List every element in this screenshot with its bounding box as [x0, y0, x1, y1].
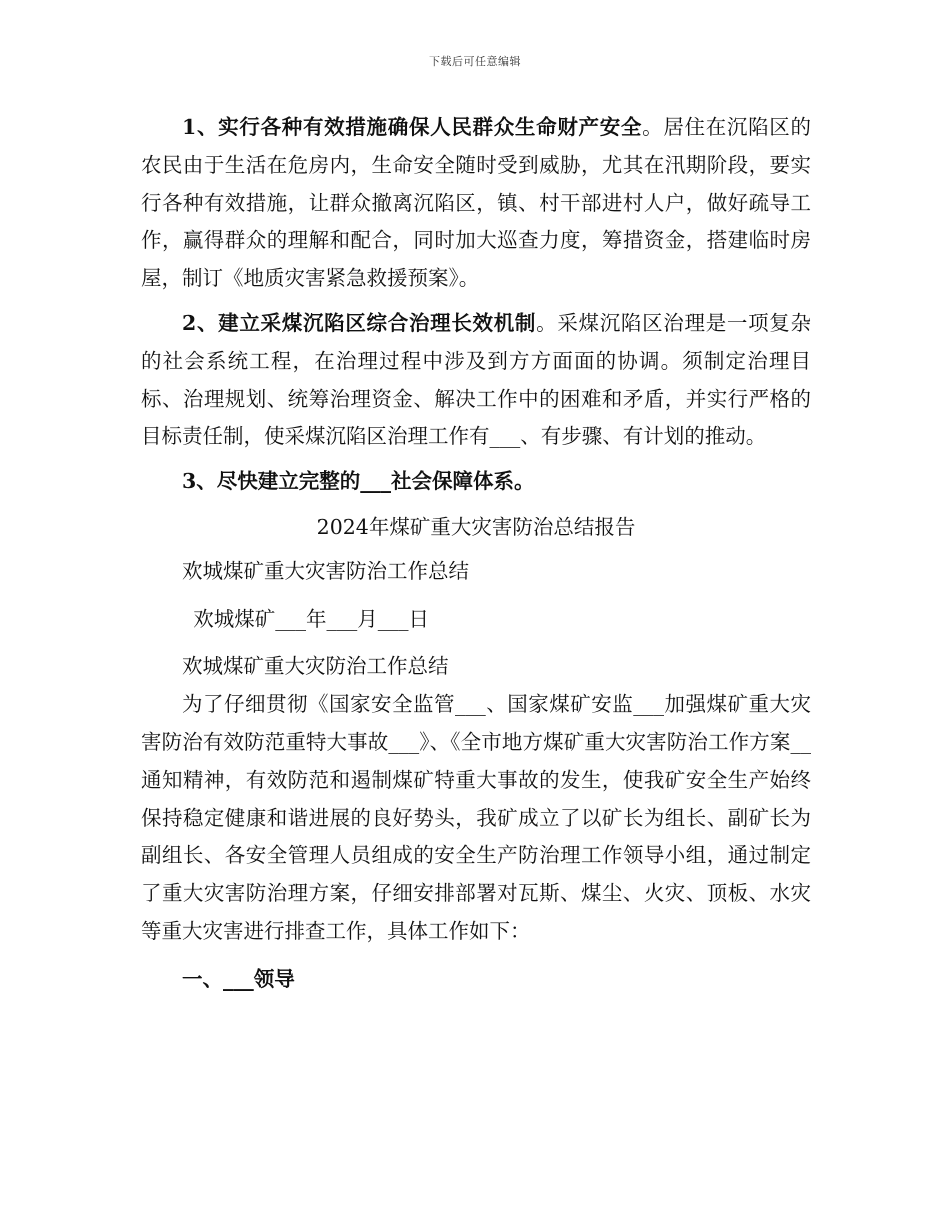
document-body: [141, 109, 811, 999]
paragraph-1: [141, 109, 811, 298]
paragraph-2: [141, 305, 811, 456]
paragraph-1-body: 。居住在沉陷区的农民由于生活在危房内，生命安全随时受到威胁，尤其在汛期阶段，要实行各种有效措施，让群众撤离沉陷区，镇、村干部进村人户，做好疏导工作，赢得群众的理解和配合，同时加大巡查力度，筹措资金，搭建临时房屋，制订《地质灾害紧急救援预案》。: [141, 115, 812, 291]
paragraph-1-heading: 1、实行各种有效措施确保人民群众生命财产安全: [182, 115, 643, 139]
header-note: 下载后可任意编辑: [429, 55, 521, 68]
date-line: 欢城煤矿___年___月___日: [193, 606, 430, 631]
paragraph-3: 3、尽快建立完整的___社会保障体系。: [182, 469, 535, 494]
subtitle-2: 欢城煤矿重大灾防治工作总结: [182, 654, 449, 679]
report-title: 2024年煤矿重大灾害防治总结报告: [316, 514, 636, 539]
paragraph-2-body: 。采煤沉陷区治理是一项复杂的社会系统工程，在治理过程中涉及到方方面面的协调。须制定治理目标、治理规划、统筹治理资金、解决工作中的困难和矛盾，并实行严格的目标责任制，使采煤沉陷区治理工作有___、有步骤、有计划的推动。: [141, 310, 811, 449]
section-1-heading: 一、___领导: [182, 966, 295, 991]
paragraph-4: 为了仔细贯彻《国家安全监管___、国家煤矿安监___加强煤矿重大灾害防治有效防范重特大事故___》、《全市地方煤矿重大灾害防治工作方案__通知精神，有效防范和遏制煤矿特重大事故的发生，使我矿安全生产始终保持稳定健康和谐进展的良好势头，我矿成立了以矿长为组长、副矿长为副组长、各安全管理人员组成的安全生产防治理工作领导小组，通过制定了重大灾害防治理方案，仔细安排部署对瓦斯、煤尘、火灾、顶板、水灾等重大灾害进行排查工作，具体工作如下：: [141, 692, 811, 943]
paragraph-2-heading: 2、建立采煤沉陷区综合治理长效机制: [182, 310, 537, 335]
subtitle-1: 欢城煤矿重大灾害防治工作总结: [182, 558, 469, 583]
